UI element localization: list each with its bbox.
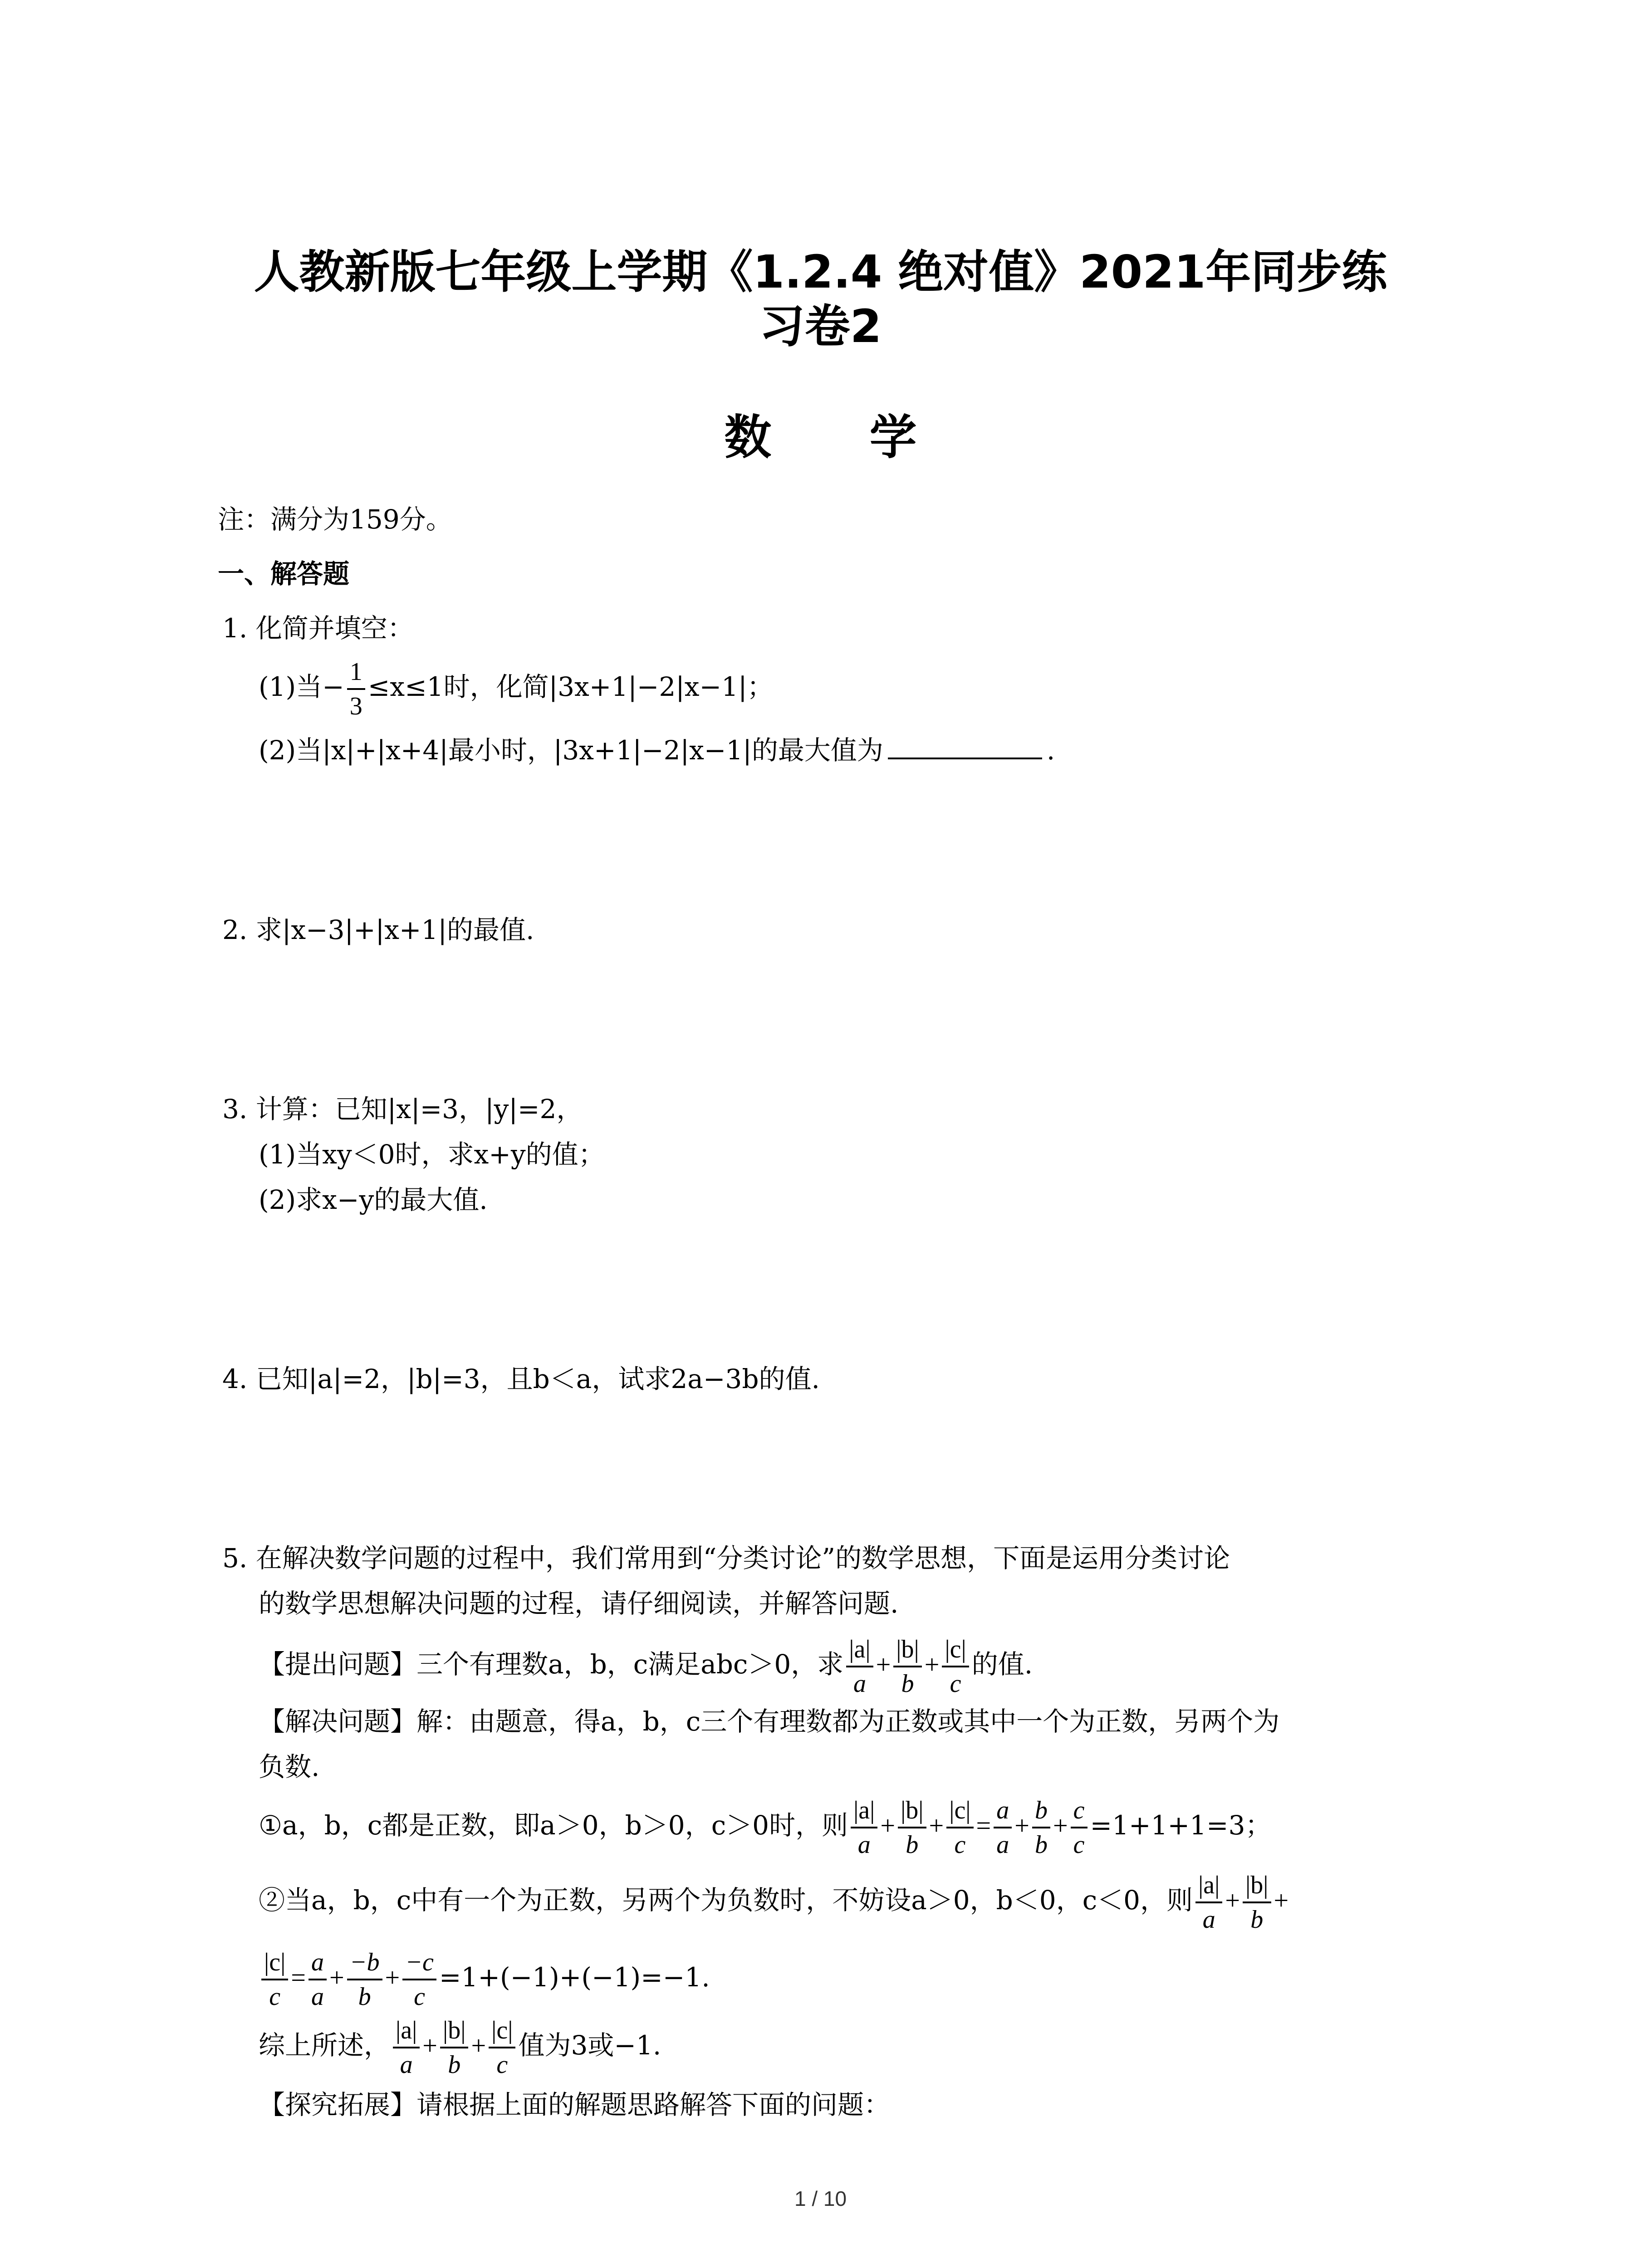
q1-part-1	[259, 655, 774, 723]
page-number: 1 / 10	[794, 2187, 847, 2210]
plus-sign: +	[1274, 1886, 1289, 1916]
q1-part-2	[259, 730, 1055, 768]
equals-sign: =	[976, 1811, 991, 1841]
q5-line-2: 的数学思想解决问题的过程，请仔细阅读，并解答问题.	[259, 1588, 899, 1619]
question-2	[222, 912, 534, 948]
section-heading: 一、解答题	[218, 558, 350, 589]
frac-abs-c-over-c: $\frac{|c|}{c}$	[946, 1794, 973, 1861]
plus-sign: +	[924, 1650, 940, 1680]
frac-b-over-b: $\frac{b}{b}$	[1032, 1794, 1050, 1861]
frac-abs-a-over-a: $\frac{|a|}{a}$	[851, 1794, 877, 1861]
plus-sign: +	[422, 2031, 438, 2061]
plus-sign: +	[1014, 1811, 1029, 1841]
question-4	[222, 1361, 820, 1397]
equals-sign: =	[291, 1963, 306, 1993]
q5-number: 5.	[222, 1543, 248, 1574]
q5-line-8	[259, 1946, 710, 2013]
q5-line-6	[259, 1794, 1272, 1861]
title-line-1: 人教新版七年级上学期《1.2.4 绝对值》2021年同步练	[254, 245, 1387, 298]
plus-sign: +	[385, 1963, 400, 1993]
q5-l3-suffix: 的值.	[971, 1649, 1033, 1680]
frac-abs-a-over-a: $\frac{|a|}{a}$	[1195, 1869, 1222, 1936]
q5-l6-prefix: ①a，b，c都是正数，即a＞0，b＞0，c＞0时，则	[259, 1810, 848, 1841]
q3-number: 3.	[222, 1094, 248, 1124]
q5-l7-prefix: ②当a，b，c中有一个为正数，另两个为负数时，不妨设a＞0，b＜0，c＜0，则	[259, 1885, 1193, 1916]
q5-line-9	[259, 2014, 661, 2081]
q1-p2-period: .	[1046, 735, 1055, 766]
frac-c-over-c: $\frac{c}{c}$	[1071, 1794, 1087, 1861]
q3-stem: 计算：已知|x|=3，|y|=2，	[255, 1094, 583, 1124]
fraction-one-third: $\frac{1}{3}$	[347, 655, 365, 723]
q5-line-5: 负数.	[259, 1751, 320, 1782]
document-title	[136, 245, 1505, 354]
subject-heading: 数 学	[724, 410, 958, 465]
q5-l9-prefix: 综上所述，	[259, 2030, 391, 2061]
q1-p1-prefix: (1)当−	[259, 671, 344, 703]
q5-line-1: 在解决数学问题的过程中，我们常用到“分类讨论”的数学思想，下面是运用分类讨论	[255, 1543, 1230, 1574]
frac-abs-c-over-c: $\frac{|c|}{c}$	[942, 1633, 969, 1700]
q5-line-3	[259, 1633, 1033, 1700]
q5-l8-suffix: =1+(−1)+(−1)=−1.	[439, 1962, 710, 1993]
question-3	[222, 1091, 583, 1127]
score-note: 注：满分为159分。	[218, 504, 452, 535]
q2-number: 2.	[222, 914, 248, 945]
plus-sign: +	[329, 1963, 344, 1993]
plus-sign: +	[1053, 1811, 1068, 1841]
q5-line-4: 【解决问题】解：由题意，得a，b，c三个有理数都为正数或其中一个为正数，另两个为	[259, 1706, 1280, 1737]
frac-abs-a-over-a: $\frac{|a|}{a}$	[846, 1633, 873, 1700]
q5-l6-suffix: =1+1+1=3；	[1090, 1810, 1272, 1841]
q5-line-10: 【探究拓展】请根据上面的解题思路解答下面的问题：	[259, 2089, 891, 2120]
plus-sign: +	[471, 2031, 486, 2061]
q3-part-1: (1)当xy＜0时，求x+y的值；	[259, 1139, 605, 1170]
plus-sign: +	[929, 1811, 944, 1841]
q1-p2-text: (2)当|x|+|x+4|最小时，|3x+1|−2|x−1|的最大值为	[259, 735, 883, 766]
q4-text: 已知|a|=2，|b|=3，且b＜a，试求2a−3b的值.	[255, 1364, 820, 1394]
frac-abs-b-over-b: $\frac{|b|}{b}$	[1243, 1869, 1271, 1936]
frac-abs-c-over-c: $\frac{|c|}{c}$	[261, 1946, 288, 2013]
frac-abs-b-over-b: $\frac{|b|}{b}$	[440, 2014, 468, 2081]
q1-p1-suffix: ≤x≤1时，化简|3x+1|−2|x−1|；	[367, 671, 774, 703]
title-line-2: 习卷2	[759, 300, 882, 353]
frac-neg-c-over-c: $\frac{-c}{c}$	[402, 1946, 436, 2013]
q1-number: 1.	[222, 613, 248, 644]
q2-text: 求|x−3|+|x+1|的最值.	[255, 914, 534, 945]
q3-part-2: (2)求x−y的最大值.	[259, 1184, 488, 1215]
frac-a-over-a: $\frac{a}{a}$	[309, 1946, 327, 2013]
frac-a-over-a: $\frac{a}{a}$	[994, 1794, 1012, 1861]
frac-abs-a-over-a: $\frac{|a|}{a}$	[393, 2014, 420, 2081]
frac-abs-c-over-c: $\frac{|c|}{c}$	[489, 2014, 515, 2081]
q5-line-7	[259, 1869, 1288, 1936]
q1-stem: 化简并填空：	[255, 613, 414, 644]
answer-blank[interactable]	[888, 730, 1042, 759]
frac-neg-b-over-b: $\frac{-b}{b}$	[347, 1946, 382, 2013]
frac-abs-b-over-b: $\frac{|b|}{b}$	[893, 1633, 921, 1700]
question-5	[222, 1540, 1230, 1576]
q5-l3-prefix: 【提出问题】三个有理数a，b，c满足abc＞0，求	[259, 1649, 844, 1680]
plus-sign: +	[880, 1811, 896, 1841]
frac-abs-b-over-b: $\frac{|b|}{b}$	[898, 1794, 926, 1861]
plus-sign: +	[876, 1650, 891, 1680]
question-1	[222, 610, 414, 646]
q5-l9-suffix: 值为3或−1.	[518, 2030, 661, 2061]
q4-number: 4.	[222, 1364, 248, 1394]
plus-sign: +	[1225, 1886, 1240, 1916]
